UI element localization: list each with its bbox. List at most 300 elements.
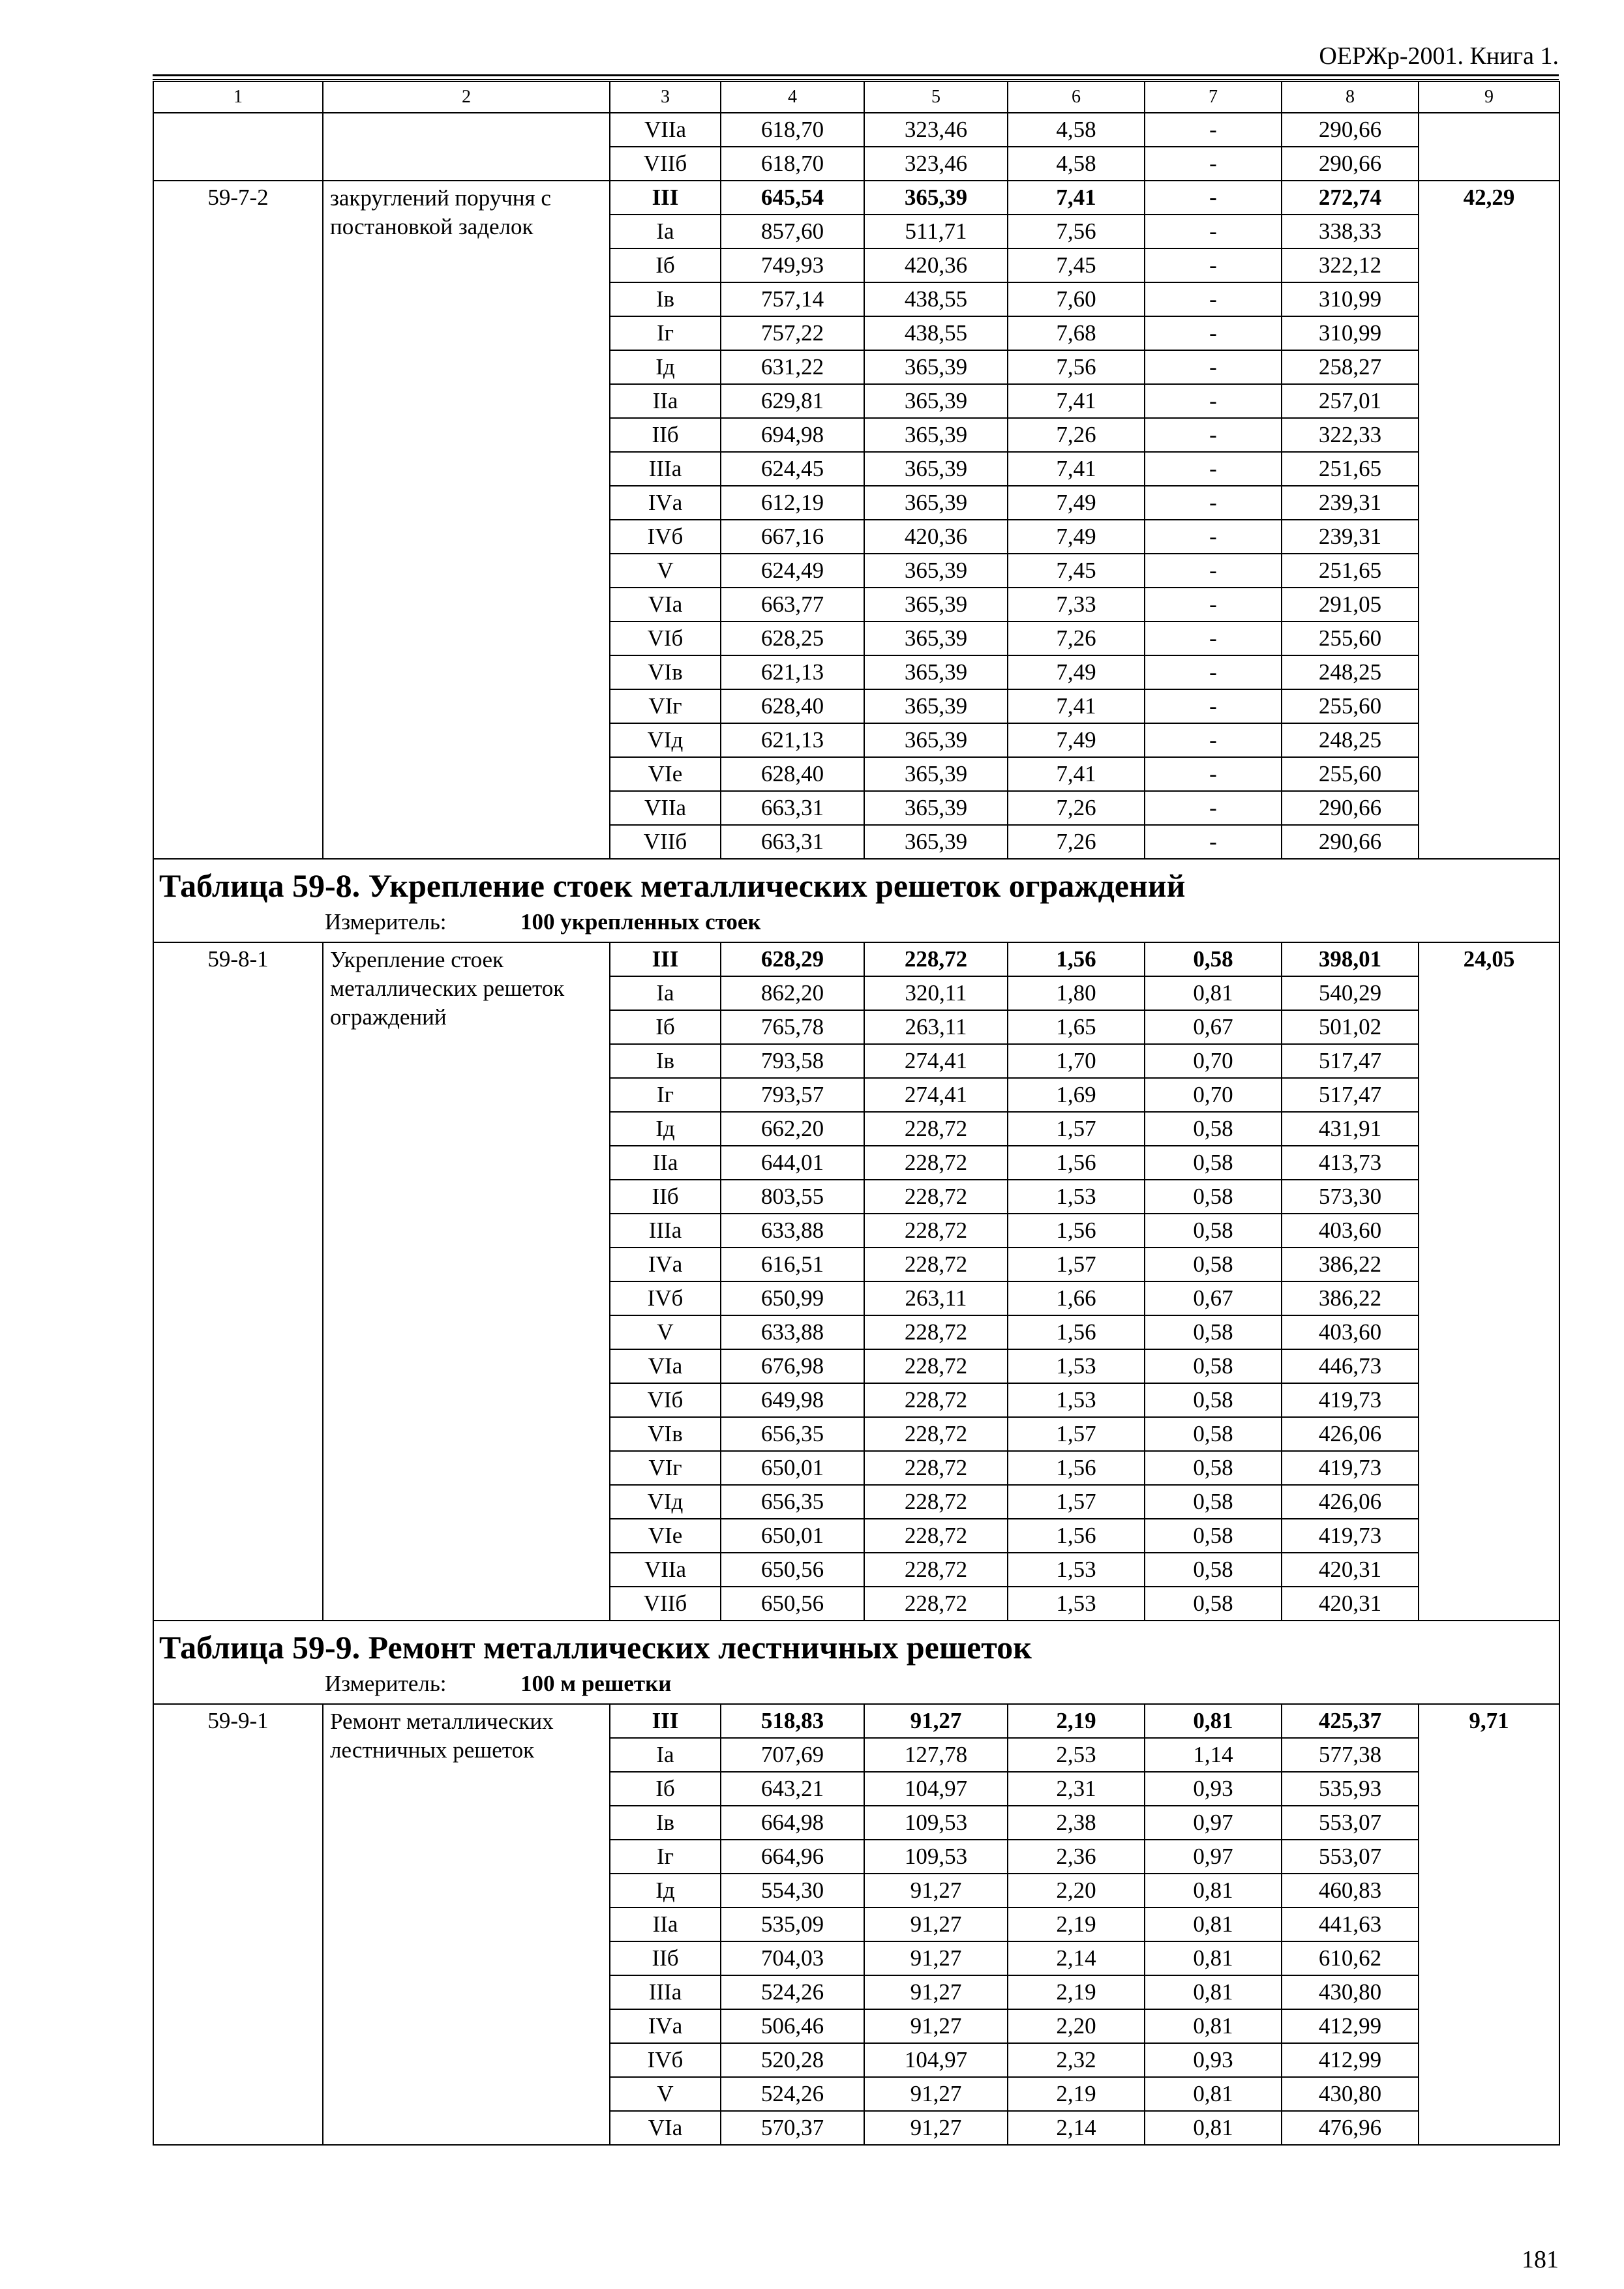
value-cell-4: 643,21 (721, 1772, 864, 1806)
value-cell-5: 274,41 (864, 1078, 1008, 1112)
value-cell-6: 7,49 (1008, 655, 1145, 689)
value-cell-4: 664,96 (721, 1840, 864, 1874)
zone-cell: IVб (610, 2043, 721, 2077)
value-cell-6: 1,53 (1008, 1383, 1145, 1417)
zone-cell: VIв (610, 1417, 721, 1451)
value-cell-5: 91,27 (864, 2111, 1008, 2145)
value-cell-6: 1,53 (1008, 1180, 1145, 1214)
zone-cell: III (610, 942, 721, 976)
zone-cell: V (610, 554, 721, 588)
value-cell-7: 0,58 (1145, 1146, 1282, 1180)
zone-cell: Iа (610, 1738, 721, 1772)
value-cell-5: 127,78 (864, 1738, 1008, 1772)
value-cell-4: 667,16 (721, 520, 864, 554)
value-cell-7: 0,58 (1145, 1451, 1282, 1485)
value-cell-6: 1,57 (1008, 1485, 1145, 1519)
value-cell-8: 403,60 (1282, 1214, 1419, 1248)
value-cell-8: 419,73 (1282, 1383, 1419, 1417)
value-cell-7: 0,58 (1145, 1180, 1282, 1214)
zone-cell: VIб (610, 1383, 721, 1417)
value-cell-5: 323,46 (864, 113, 1008, 147)
value-cell-8: 290,66 (1282, 791, 1419, 825)
value-cell-6: 1,53 (1008, 1587, 1145, 1621)
value-cell-5: 365,39 (864, 825, 1008, 859)
value-cell-7: 0,58 (1145, 1349, 1282, 1383)
value-cell-6: 1,66 (1008, 1281, 1145, 1315)
value-cell-6: 1,56 (1008, 1519, 1145, 1553)
value-cell-7: - (1145, 452, 1282, 486)
value-cell-5: 263,11 (864, 1010, 1008, 1044)
value-cell-8: 610,62 (1282, 1941, 1419, 1975)
value-cell-6: 1,56 (1008, 1315, 1145, 1349)
work-description: Ремонт металлических лестничных решеток (323, 1704, 610, 2145)
zone-cell: IIб (610, 418, 721, 452)
section-title: Таблица 59-9. Ремонт металлических лестничных решеток (159, 1629, 1032, 1666)
value-cell-5: 365,39 (864, 486, 1008, 520)
value-cell-6: 7,41 (1008, 181, 1145, 215)
zone-cell: Iд (610, 1874, 721, 1908)
value-cell-8: 386,22 (1282, 1248, 1419, 1281)
value-cell-4: 633,88 (721, 1315, 864, 1349)
zone-cell: IIа (610, 384, 721, 418)
zone-cell: IIб (610, 1941, 721, 1975)
value-cell-4: 650,99 (721, 1281, 864, 1315)
value-cell-8: 476,96 (1282, 2111, 1419, 2145)
value-cell-8: 290,66 (1282, 825, 1419, 859)
zone-cell: IVб (610, 520, 721, 554)
value-cell-6: 7,26 (1008, 418, 1145, 452)
value-cell-8: 310,99 (1282, 282, 1419, 316)
value-cell-8: 322,33 (1282, 418, 1419, 452)
value-cell-7: 0,93 (1145, 2043, 1282, 2077)
value-cell-5: 263,11 (864, 1281, 1008, 1315)
value-cell-8: 257,01 (1282, 384, 1419, 418)
value-cell-4: 506,46 (721, 2009, 864, 2043)
value-cell-8: 412,99 (1282, 2043, 1419, 2077)
value-cell-7: 0,58 (1145, 1417, 1282, 1451)
value-cell-5: 91,27 (864, 1975, 1008, 2009)
value-cell-8: 535,93 (1282, 1772, 1419, 1806)
zone-cell: V (610, 1315, 721, 1349)
zone-cell: Iв (610, 1044, 721, 1078)
value-cell-4: 633,88 (721, 1214, 864, 1248)
value-cell-7: 0,81 (1145, 2077, 1282, 2111)
zone-cell: III (610, 1704, 721, 1738)
work-description (323, 113, 610, 181)
section-header-row (153, 859, 1559, 942)
zone-cell: VIг (610, 1451, 721, 1485)
value-cell-5: 104,97 (864, 2043, 1008, 2077)
value-cell-5: 91,27 (864, 2077, 1008, 2111)
value-cell-4: 520,28 (721, 2043, 864, 2077)
rate-code: 59-8-1 (153, 942, 323, 1621)
value-cell-7: 0,70 (1145, 1044, 1282, 1078)
column-number-row (153, 82, 1559, 113)
value-cell-7: 0,70 (1145, 1078, 1282, 1112)
value-cell-6: 7,68 (1008, 316, 1145, 350)
measure-line (159, 908, 1554, 936)
value-cell-6: 2,19 (1008, 1975, 1145, 2009)
value-cell-7: 0,58 (1145, 1248, 1282, 1281)
measure-label: Измеритель: (325, 909, 447, 935)
value-cell-7: - (1145, 282, 1282, 316)
value-cell-7: - (1145, 757, 1282, 791)
value-cell-4: 650,56 (721, 1587, 864, 1621)
value-cell-5: 109,53 (864, 1806, 1008, 1840)
value-cell-7: 1,14 (1145, 1738, 1282, 1772)
value-cell-4: 663,31 (721, 791, 864, 825)
value-cell-5: 438,55 (864, 282, 1008, 316)
value-cell-6: 2,19 (1008, 1704, 1145, 1738)
value-cell-6: 1,70 (1008, 1044, 1145, 1078)
value-cell-8: 430,80 (1282, 2077, 1419, 2111)
zone-cell: Iг (610, 1078, 721, 1112)
zone-cell: IIIа (610, 1214, 721, 1248)
value-cell-4: 757,22 (721, 316, 864, 350)
value-cell-8: 540,29 (1282, 976, 1419, 1010)
value-cell-8: 386,22 (1282, 1281, 1419, 1315)
value-cell-8: 577,38 (1282, 1738, 1419, 1772)
value-cell-8: 239,31 (1282, 486, 1419, 520)
zone-cell: IVа (610, 486, 721, 520)
value-cell-5: 365,39 (864, 689, 1008, 723)
value-cell-6: 1,56 (1008, 1146, 1145, 1180)
value-cell-8: 420,31 (1282, 1587, 1419, 1621)
value-cell-4: 793,58 (721, 1044, 864, 1078)
zone-cell: VIг (610, 689, 721, 723)
value-cell-4: 628,25 (721, 621, 864, 655)
value-cell-6: 1,56 (1008, 942, 1145, 976)
value-cell-7: - (1145, 655, 1282, 689)
value-cell-7: - (1145, 147, 1282, 181)
value-cell-8: 553,07 (1282, 1806, 1419, 1840)
value-cell-6: 7,26 (1008, 621, 1145, 655)
value-cell-4: 628,29 (721, 942, 864, 976)
measure-value: 100 укрепленных стоек (520, 909, 761, 935)
value-cell-4: 656,35 (721, 1485, 864, 1519)
value-cell-5: 365,39 (864, 621, 1008, 655)
zone-cell: IIа (610, 1146, 721, 1180)
table-row (153, 1704, 1559, 1738)
zone-cell: Iб (610, 1772, 721, 1806)
value-cell-5: 365,39 (864, 588, 1008, 621)
zone-cell: Iб (610, 1010, 721, 1044)
value-cell-8: 239,31 (1282, 520, 1419, 554)
value-cell-8: 248,25 (1282, 655, 1419, 689)
value-cell-4: 644,01 (721, 1146, 864, 1180)
value-cell-8: 310,99 (1282, 316, 1419, 350)
value-cell-6: 7,49 (1008, 486, 1145, 520)
value-cell-6: 7,45 (1008, 248, 1145, 282)
value-cell-7: - (1145, 621, 1282, 655)
value-cell-4: 535,09 (721, 1908, 864, 1941)
zone-cell: VIб (610, 621, 721, 655)
value-cell-7: 0,81 (1145, 976, 1282, 1010)
value-cell-6: 1,57 (1008, 1112, 1145, 1146)
value-cell-8: 553,07 (1282, 1840, 1419, 1874)
value-cell-6: 7,26 (1008, 825, 1145, 859)
value-cell-4: 650,01 (721, 1451, 864, 1485)
value-cell-7: 0,81 (1145, 1704, 1282, 1738)
value-cell-5: 228,72 (864, 1587, 1008, 1621)
value-cell-7: 0,97 (1145, 1840, 1282, 1874)
value-cell-7: - (1145, 418, 1282, 452)
value-cell-7: 0,81 (1145, 1941, 1282, 1975)
value-cell-8: 573,30 (1282, 1180, 1419, 1214)
value-cell-8: 420,31 (1282, 1553, 1419, 1587)
value-cell-4: 628,40 (721, 757, 864, 791)
value-cell-4: 554,30 (721, 1874, 864, 1908)
zone-cell: VIв (610, 655, 721, 689)
measure-label: Измеритель: (325, 1671, 447, 1696)
zone-cell: VIе (610, 1519, 721, 1553)
value-cell-5: 420,36 (864, 248, 1008, 282)
value-cell-5: 228,72 (864, 1417, 1008, 1451)
value-cell-7: - (1145, 723, 1282, 757)
value-cell-7: 0,58 (1145, 1315, 1282, 1349)
labor-total (1419, 113, 1559, 181)
zone-cell: III (610, 181, 721, 215)
rate-code: 59-9-1 (153, 1704, 323, 2145)
zone-cell: VIа (610, 2111, 721, 2145)
value-cell-8: 426,06 (1282, 1417, 1419, 1451)
value-cell-7: 0,81 (1145, 1975, 1282, 2009)
section-header (153, 1621, 1559, 1704)
table-row (153, 942, 1559, 976)
value-cell-7: - (1145, 316, 1282, 350)
zone-cell: Iг (610, 1840, 721, 1874)
value-cell-6: 1,53 (1008, 1349, 1145, 1383)
section-title: Таблица 59-8. Укрепление стоек металлических решеток ограждений (159, 867, 1186, 904)
value-cell-7: 0,81 (1145, 1908, 1282, 1941)
value-cell-5: 91,27 (864, 1874, 1008, 1908)
value-cell-6: 1,57 (1008, 1417, 1145, 1451)
value-cell-6: 1,57 (1008, 1248, 1145, 1281)
value-cell-7: 0,97 (1145, 1806, 1282, 1840)
section-header (153, 859, 1559, 942)
zone-cell: VIа (610, 588, 721, 621)
value-cell-4: 757,14 (721, 282, 864, 316)
value-cell-7: - (1145, 588, 1282, 621)
value-cell-8: 403,60 (1282, 1315, 1419, 1349)
value-cell-8: 322,12 (1282, 248, 1419, 282)
value-cell-5: 365,39 (864, 723, 1008, 757)
value-cell-8: 338,33 (1282, 215, 1419, 248)
value-cell-4: 524,26 (721, 2077, 864, 2111)
zone-cell: Iб (610, 248, 721, 282)
column-number: 6 (1008, 82, 1145, 113)
value-cell-5: 228,72 (864, 1383, 1008, 1417)
zone-cell: VIд (610, 723, 721, 757)
value-cell-7: 0,93 (1145, 1772, 1282, 1806)
value-cell-6: 7,56 (1008, 350, 1145, 384)
table-row (153, 181, 1559, 215)
value-cell-6: 7,45 (1008, 554, 1145, 588)
page-number: 181 (1522, 2246, 1559, 2273)
rate-code: 59-7-2 (153, 181, 323, 859)
value-cell-5: 228,72 (864, 1248, 1008, 1281)
value-cell-4: 649,98 (721, 1383, 864, 1417)
value-cell-4: 656,35 (721, 1417, 864, 1451)
value-cell-5: 109,53 (864, 1840, 1008, 1874)
value-cell-6: 7,41 (1008, 757, 1145, 791)
value-cell-5: 365,39 (864, 554, 1008, 588)
value-cell-6: 7,56 (1008, 215, 1145, 248)
value-cell-5: 91,27 (864, 1704, 1008, 1738)
zone-cell: VIIб (610, 1587, 721, 1621)
value-cell-5: 228,72 (864, 1180, 1008, 1214)
value-cell-6: 2,19 (1008, 2077, 1145, 2111)
value-cell-7: 0,81 (1145, 1874, 1282, 1908)
value-cell-7: 0,58 (1145, 1587, 1282, 1621)
zone-cell: IIIа (610, 1975, 721, 2009)
value-cell-8: 255,60 (1282, 689, 1419, 723)
value-cell-5: 365,39 (864, 384, 1008, 418)
value-cell-7: 0,81 (1145, 2111, 1282, 2145)
value-cell-5: 365,39 (864, 452, 1008, 486)
value-cell-8: 430,80 (1282, 1975, 1419, 2009)
measure-value: 100 м решетки (520, 1671, 672, 1696)
value-cell-8: 426,06 (1282, 1485, 1419, 1519)
value-cell-6: 2,38 (1008, 1806, 1145, 1840)
value-cell-7: - (1145, 350, 1282, 384)
value-cell-4: 704,03 (721, 1941, 864, 1975)
value-cell-5: 365,39 (864, 350, 1008, 384)
value-cell-5: 323,46 (864, 147, 1008, 181)
value-cell-5: 274,41 (864, 1044, 1008, 1078)
value-cell-7: - (1145, 791, 1282, 825)
measure-line (159, 1669, 1554, 1698)
value-cell-6: 2,31 (1008, 1772, 1145, 1806)
column-number: 5 (864, 82, 1008, 113)
column-number: 2 (323, 82, 610, 113)
value-cell-4: 765,78 (721, 1010, 864, 1044)
value-cell-4: 857,60 (721, 215, 864, 248)
value-cell-4: 629,81 (721, 384, 864, 418)
zone-cell: VIIб (610, 825, 721, 859)
value-cell-8: 425,37 (1282, 1704, 1419, 1738)
value-cell-5: 438,55 (864, 316, 1008, 350)
value-cell-4: 524,26 (721, 1975, 864, 2009)
zone-cell: Iа (610, 976, 721, 1010)
value-cell-4: 707,69 (721, 1738, 864, 1772)
column-number: 7 (1145, 82, 1282, 113)
section-header-row (153, 1621, 1559, 1704)
value-cell-8: 258,27 (1282, 350, 1419, 384)
zone-cell: VIIа (610, 791, 721, 825)
value-cell-8: 291,05 (1282, 588, 1419, 621)
value-cell-5: 420,36 (864, 520, 1008, 554)
value-cell-6: 7,49 (1008, 520, 1145, 554)
value-cell-5: 228,72 (864, 1451, 1008, 1485)
value-cell-8: 255,60 (1282, 757, 1419, 791)
value-cell-5: 365,39 (864, 791, 1008, 825)
value-cell-4: 621,13 (721, 723, 864, 757)
value-cell-4: 803,55 (721, 1180, 864, 1214)
zone-cell: IVб (610, 1281, 721, 1315)
value-cell-6: 2,20 (1008, 2009, 1145, 2043)
value-cell-5: 365,39 (864, 757, 1008, 791)
value-cell-6: 1,80 (1008, 976, 1145, 1010)
column-number: 1 (153, 82, 323, 113)
value-cell-8: 517,47 (1282, 1044, 1419, 1078)
value-cell-4: 628,40 (721, 689, 864, 723)
value-cell-5: 365,39 (864, 181, 1008, 215)
value-cell-5: 365,39 (864, 655, 1008, 689)
value-cell-6: 2,20 (1008, 1874, 1145, 1908)
value-cell-7: - (1145, 215, 1282, 248)
value-cell-7: 0,58 (1145, 942, 1282, 976)
header-rule (153, 74, 1559, 76)
zone-cell: Iд (610, 350, 721, 384)
zone-cell: Iг (610, 316, 721, 350)
value-cell-4: 618,70 (721, 147, 864, 181)
value-cell-6: 1,69 (1008, 1078, 1145, 1112)
labor-total: 42,29 (1419, 181, 1559, 859)
value-cell-4: 570,37 (721, 2111, 864, 2145)
zone-cell: Iв (610, 1806, 721, 1840)
value-cell-5: 228,72 (864, 942, 1008, 976)
value-cell-5: 91,27 (864, 1941, 1008, 1975)
value-cell-4: 662,20 (721, 1112, 864, 1146)
value-cell-4: 862,20 (721, 976, 864, 1010)
value-cell-8: 290,66 (1282, 113, 1419, 147)
value-cell-5: 228,72 (864, 1485, 1008, 1519)
value-cell-7: - (1145, 248, 1282, 282)
header-rule-thin (153, 79, 1559, 80)
value-cell-5: 91,27 (864, 1908, 1008, 1941)
value-cell-7: 0,58 (1145, 1112, 1282, 1146)
value-cell-5: 228,72 (864, 1315, 1008, 1349)
value-cell-5: 320,11 (864, 976, 1008, 1010)
value-cell-6: 2,32 (1008, 2043, 1145, 2077)
value-cell-6: 7,26 (1008, 791, 1145, 825)
value-cell-8: 251,65 (1282, 554, 1419, 588)
value-cell-4: 694,98 (721, 418, 864, 452)
value-cell-7: 0,58 (1145, 1485, 1282, 1519)
value-cell-6: 1,56 (1008, 1214, 1145, 1248)
value-cell-5: 228,72 (864, 1553, 1008, 1587)
rate-code (153, 113, 323, 181)
value-cell-8: 441,63 (1282, 1908, 1419, 1941)
value-cell-5: 91,27 (864, 2009, 1008, 2043)
rates-table (153, 81, 1560, 2146)
value-cell-4: 518,83 (721, 1704, 864, 1738)
value-cell-8: 419,73 (1282, 1451, 1419, 1485)
value-cell-5: 228,72 (864, 1519, 1008, 1553)
table-row (153, 113, 1559, 147)
value-cell-4: 616,51 (721, 1248, 864, 1281)
value-cell-6: 1,56 (1008, 1451, 1145, 1485)
value-cell-7: - (1145, 554, 1282, 588)
column-number: 3 (610, 82, 721, 113)
value-cell-4: 612,19 (721, 486, 864, 520)
value-cell-8: 290,66 (1282, 147, 1419, 181)
work-description: Укрепление стоек металлических решеток ограждений (323, 942, 610, 1621)
value-cell-7: - (1145, 181, 1282, 215)
zone-cell: VIе (610, 757, 721, 791)
value-cell-5: 365,39 (864, 418, 1008, 452)
value-cell-6: 7,41 (1008, 452, 1145, 486)
value-cell-7: 0,58 (1145, 1383, 1282, 1417)
value-cell-6: 7,41 (1008, 689, 1145, 723)
value-cell-7: - (1145, 689, 1282, 723)
value-cell-7: 0,67 (1145, 1010, 1282, 1044)
value-cell-4: 645,54 (721, 181, 864, 215)
zone-cell: IVа (610, 1248, 721, 1281)
column-number: 4 (721, 82, 864, 113)
value-cell-5: 228,72 (864, 1349, 1008, 1383)
